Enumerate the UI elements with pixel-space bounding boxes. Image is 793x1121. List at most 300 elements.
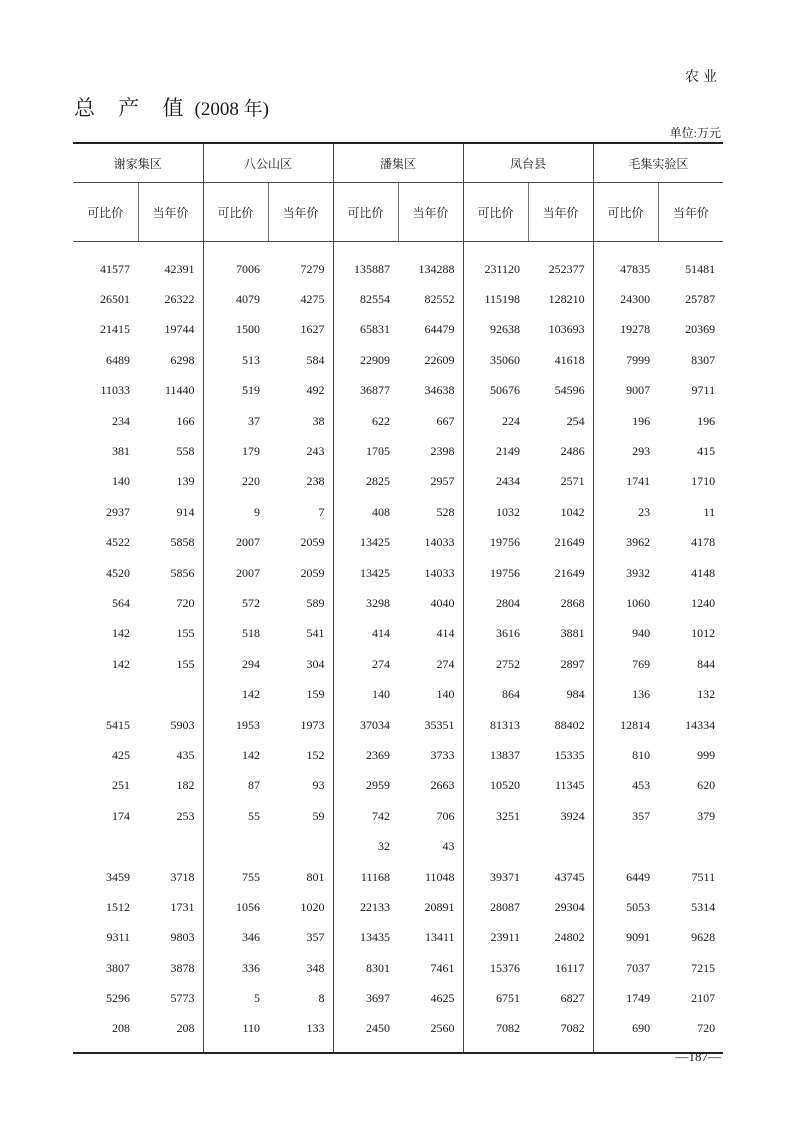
- current-price-cell: 11440: [164, 383, 195, 398]
- region-header: 八公山区: [203, 143, 333, 183]
- comparable-price-cell: 23: [593, 497, 658, 527]
- comparable-price-cell: 9007: [593, 376, 658, 406]
- current-price-cell: 304: [306, 656, 325, 671]
- comparable-price-cell: 196: [593, 406, 658, 436]
- comparable-price-cell: 115198: [463, 284, 528, 314]
- current-price-cell: 88402: [554, 717, 585, 732]
- current-price-cell: 5903: [170, 717, 195, 732]
- comparable-price-cell: 7037: [593, 953, 658, 983]
- current-price-cell: 1020: [300, 899, 325, 914]
- comparable-price-cell: 140: [112, 474, 130, 489]
- comparable-price-cell: 425: [112, 747, 130, 762]
- current-price-cell: 415: [697, 444, 716, 459]
- table-row: [73, 710, 723, 740]
- current-price-cell: 133: [306, 1021, 325, 1036]
- comparable-price-cell: 13425: [333, 528, 398, 558]
- current-price-cell: 2897: [560, 656, 585, 671]
- comparable-price-header: 可比价: [593, 183, 658, 242]
- comparable-price-cell: 142: [112, 626, 130, 641]
- table-row: [73, 983, 723, 1013]
- comparable-price-cell: 208: [112, 1021, 130, 1036]
- current-price-cell: 93: [312, 778, 325, 793]
- current-price-cell: 914: [176, 504, 195, 519]
- region-header-row: [73, 143, 723, 183]
- current-price-cell: 9711: [691, 383, 716, 398]
- current-price-cell: 274: [436, 656, 455, 671]
- comparable-price-cell: 224: [463, 406, 528, 436]
- current-price-cell: 2663: [430, 778, 455, 793]
- comparable-price-cell: [73, 831, 138, 861]
- current-price-cell: 541: [306, 626, 325, 641]
- current-price-cell: 155: [176, 626, 195, 641]
- region-header: 谢家集区: [73, 143, 203, 183]
- current-price-cell: 7: [318, 504, 325, 519]
- comparable-price-header: 可比价: [73, 183, 138, 242]
- comparable-price-cell: 142: [112, 656, 130, 671]
- table-row: [73, 923, 723, 953]
- table-row: [73, 315, 723, 345]
- comparable-price-cell: 940: [593, 619, 658, 649]
- current-price-cell: 7461: [430, 960, 455, 975]
- current-price-cell: 5856: [170, 565, 195, 580]
- comparable-price-cell: 50676: [463, 376, 528, 406]
- comparable-price-cell: 24300: [593, 284, 658, 314]
- current-price-cell: 4148: [691, 565, 716, 580]
- comparable-price-cell: 346: [203, 923, 268, 953]
- comparable-price-cell: 381: [112, 444, 130, 459]
- current-price-cell: 132: [697, 687, 716, 702]
- comparable-price-cell: 234: [112, 413, 130, 428]
- current-price-header: 当年价: [528, 183, 593, 242]
- comparable-price-cell: 274: [333, 649, 398, 679]
- current-price-cell: 5858: [170, 535, 195, 550]
- comparable-price-header: 可比价: [463, 183, 528, 242]
- current-price-cell: 35351: [424, 717, 455, 732]
- comparable-price-cell: 28087: [463, 892, 528, 922]
- title-text: 总 产 值: [74, 96, 193, 120]
- current-price-cell: 2957: [430, 474, 455, 489]
- current-price-cell: 43745: [554, 869, 585, 884]
- comparable-price-cell: 864: [463, 679, 528, 709]
- comparable-price-cell: 9091: [593, 923, 658, 953]
- comparable-price-cell: 2007: [203, 528, 268, 558]
- current-price-cell: 3878: [170, 960, 195, 975]
- current-price-cell: 348: [306, 960, 325, 975]
- comparable-price-cell: 3932: [593, 558, 658, 588]
- current-price-cell: 720: [176, 595, 195, 610]
- current-price-cell: 435: [176, 747, 195, 762]
- region-header: 凤台县: [463, 143, 593, 183]
- current-price-cell: 1042: [560, 504, 585, 519]
- comparable-price-cell: 519: [203, 376, 268, 406]
- comparable-price-cell: 9: [203, 497, 268, 527]
- current-price-cell: 7511: [691, 869, 716, 884]
- table-row: [73, 831, 723, 861]
- current-price-cell: 29304: [554, 899, 585, 914]
- comparable-price-cell: 8301: [333, 953, 398, 983]
- comparable-price-cell: 251: [112, 778, 130, 793]
- current-price-header: 当年价: [268, 183, 333, 242]
- comparable-price-cell: 19756: [463, 528, 528, 558]
- current-price-cell: 3733: [430, 747, 455, 762]
- comparable-price-cell: 690: [593, 1014, 658, 1053]
- table-row: [73, 862, 723, 892]
- current-price-cell: 134288: [418, 261, 455, 276]
- current-price-cell: 558: [176, 444, 195, 459]
- comparable-price-cell: 22909: [333, 345, 398, 375]
- current-price-cell: 152: [306, 747, 325, 762]
- current-price-cell: 34638: [424, 383, 455, 398]
- comparable-price-cell: 518: [203, 619, 268, 649]
- comparable-price-cell: 136: [593, 679, 658, 709]
- region-header: 潘集区: [333, 143, 463, 183]
- comparable-price-cell: 1512: [106, 899, 130, 914]
- current-price-cell: 252377: [548, 261, 585, 276]
- comparable-price-cell: 3298: [333, 588, 398, 618]
- comparable-price-cell: 6751: [463, 983, 528, 1013]
- current-price-cell: 20891: [424, 899, 455, 914]
- comparable-price-cell: 2825: [333, 467, 398, 497]
- current-price-cell: 3718: [170, 869, 195, 884]
- comparable-price-cell: 179: [203, 436, 268, 466]
- comparable-price-cell: 47835: [593, 242, 658, 285]
- comparable-price-cell: 36877: [333, 376, 398, 406]
- current-price-cell: 128210: [548, 292, 585, 307]
- comparable-price-cell: 1060: [593, 588, 658, 618]
- table-row: [73, 679, 723, 709]
- comparable-price-cell: 3251: [463, 801, 528, 831]
- current-price-cell: 8307: [691, 352, 716, 367]
- current-price-cell: 492: [306, 383, 325, 398]
- comparable-price-cell: 65831: [333, 315, 398, 345]
- current-price-cell: 159: [306, 687, 325, 702]
- current-price-cell: 26322: [164, 292, 195, 307]
- comparable-price-cell: 7006: [203, 242, 268, 285]
- current-price-cell: 7215: [691, 960, 716, 975]
- comparable-price-cell: 2007: [203, 558, 268, 588]
- comparable-price-cell: [73, 679, 138, 709]
- current-price-cell: [658, 831, 723, 861]
- comparable-price-cell: 2752: [463, 649, 528, 679]
- comparable-price-cell: 5415: [106, 717, 130, 732]
- current-price-cell: 720: [697, 1021, 716, 1036]
- comparable-price-cell: 15376: [463, 953, 528, 983]
- current-price-cell: 5314: [691, 899, 716, 914]
- comparable-price-cell: [593, 831, 658, 861]
- current-price-cell: 14033: [424, 565, 455, 580]
- current-price-cell: 3881: [560, 626, 585, 641]
- comparable-price-cell: 22133: [333, 892, 398, 922]
- current-price-cell: 82552: [424, 292, 455, 307]
- comparable-price-cell: 7082: [463, 1014, 528, 1053]
- current-price-cell: 103693: [548, 322, 585, 337]
- current-price-cell: 2868: [560, 595, 585, 610]
- comparable-price-cell: 5296: [106, 991, 130, 1006]
- current-price-cell: 1012: [691, 626, 716, 641]
- current-price-cell: [138, 679, 203, 709]
- comparable-price-cell: 11033: [100, 383, 130, 398]
- current-price-cell: 620: [697, 778, 716, 793]
- current-price-header: 当年价: [398, 183, 463, 242]
- comparable-price-cell: 414: [333, 619, 398, 649]
- current-price-cell: 999: [697, 747, 716, 762]
- current-price-cell: 4178: [691, 535, 716, 550]
- current-price-cell: 140: [436, 687, 455, 702]
- table-row: [73, 497, 723, 527]
- unit-label: 单位:万元: [669, 126, 721, 140]
- comparable-price-cell: 5053: [593, 892, 658, 922]
- comparable-price-cell: 755: [203, 862, 268, 892]
- current-price-cell: 2398: [430, 444, 455, 459]
- table-row: [73, 740, 723, 770]
- table-row: [73, 467, 723, 497]
- comparable-price-cell: 1705: [333, 436, 398, 466]
- comparable-price-cell: 572: [203, 588, 268, 618]
- comparable-price-cell: 55: [203, 801, 268, 831]
- comparable-price-cell: [203, 831, 268, 861]
- current-price-cell: 706: [436, 808, 455, 823]
- current-price-cell: 24802: [554, 930, 585, 945]
- comparable-price-cell: 3459: [106, 869, 130, 884]
- current-price-cell: 38: [312, 413, 325, 428]
- comparable-price-cell: 1741: [593, 467, 658, 497]
- current-price-cell: 64479: [424, 322, 455, 337]
- current-price-cell: 11345: [555, 778, 585, 793]
- table-row: [73, 801, 723, 831]
- current-price-cell: 2560: [430, 1021, 455, 1036]
- region-header: 毛集实验区: [593, 143, 723, 183]
- current-price-cell: 139: [176, 474, 195, 489]
- current-price-cell: 2059: [300, 535, 325, 550]
- page-number: —187—: [675, 1049, 721, 1064]
- comparable-price-cell: 294: [203, 649, 268, 679]
- comparable-price-cell: 39371: [463, 862, 528, 892]
- comparable-price-cell: 220: [203, 467, 268, 497]
- output-value-table: [73, 142, 723, 1054]
- current-price-cell: 59: [312, 808, 325, 823]
- comparable-price-cell: 37034: [333, 710, 398, 740]
- table-row: [73, 558, 723, 588]
- current-price-cell: 379: [697, 808, 716, 823]
- current-price-cell: 20369: [685, 322, 716, 337]
- table-row: [73, 284, 723, 314]
- current-price-cell: 155: [176, 656, 195, 671]
- comparable-price-cell: 408: [333, 497, 398, 527]
- comparable-price-cell: 4079: [203, 284, 268, 314]
- comparable-price-cell: 1749: [593, 983, 658, 1013]
- comparable-price-cell: 1032: [463, 497, 528, 527]
- current-price-cell: 5773: [170, 991, 195, 1006]
- current-price-cell: 3924: [560, 808, 585, 823]
- comparable-price-cell: 1500: [203, 315, 268, 345]
- comparable-price-cell: 2369: [333, 740, 398, 770]
- current-price-cell: 11: [703, 504, 716, 519]
- current-price-cell: 41618: [554, 352, 585, 367]
- current-price-cell: 2571: [560, 474, 585, 489]
- comparable-price-cell: 742: [333, 801, 398, 831]
- comparable-price-cell: 2450: [333, 1014, 398, 1053]
- current-price-cell: 1710: [691, 474, 716, 489]
- comparable-price-cell: 135887: [333, 242, 398, 285]
- comparable-price-cell: 19756: [463, 558, 528, 588]
- current-price-cell: 2059: [300, 565, 325, 580]
- comparable-price-cell: 6489: [106, 352, 130, 367]
- comparable-price-cell: 110: [203, 1014, 268, 1053]
- table-row: [73, 953, 723, 983]
- price-header-row: [73, 183, 723, 242]
- comparable-price-cell: 7999: [593, 345, 658, 375]
- current-price-cell: 14033: [424, 535, 455, 550]
- current-price-cell: [138, 831, 203, 861]
- comparable-price-cell: 13435: [333, 923, 398, 953]
- current-price-cell: 528: [436, 504, 455, 519]
- current-price-cell: 21649: [554, 535, 585, 550]
- comparable-price-cell: 2149: [463, 436, 528, 466]
- comparable-price-cell: 513: [203, 345, 268, 375]
- current-price-cell: 414: [436, 626, 455, 641]
- comparable-price-cell: 142: [203, 679, 268, 709]
- current-price-cell: 254: [566, 413, 585, 428]
- comparable-price-cell: 81313: [463, 710, 528, 740]
- comparable-price-cell: 2804: [463, 588, 528, 618]
- current-price-cell: 984: [566, 687, 585, 702]
- current-price-cell: 196: [697, 413, 716, 428]
- table-row: [73, 528, 723, 558]
- comparable-price-cell: 453: [593, 771, 658, 801]
- current-price-cell: 208: [176, 1021, 195, 1036]
- current-price-cell: [268, 831, 333, 861]
- current-price-cell: 2486: [560, 444, 585, 459]
- current-price-cell: 42391: [164, 261, 195, 276]
- table-row: [73, 345, 723, 375]
- comparable-price-cell: 3697: [333, 983, 398, 1013]
- comparable-price-cell: 564: [112, 595, 130, 610]
- current-price-cell: 1240: [691, 595, 716, 610]
- comparable-price-cell: 41577: [100, 261, 130, 276]
- current-price-cell: 14334: [685, 717, 716, 732]
- page-title: [74, 92, 269, 122]
- section-label: 农业: [685, 70, 721, 85]
- current-price-cell: 6298: [170, 352, 195, 367]
- table-row: [73, 892, 723, 922]
- comparable-price-cell: 9311: [106, 930, 130, 945]
- comparable-price-cell: 13837: [463, 740, 528, 770]
- current-price-cell: 13411: [424, 930, 455, 945]
- comparable-price-header: 可比价: [203, 183, 268, 242]
- current-price-header: 当年价: [658, 183, 723, 242]
- current-price-cell: 166: [176, 413, 195, 428]
- table-row: [73, 376, 723, 406]
- comparable-price-cell: 810: [593, 740, 658, 770]
- current-price-cell: 253: [176, 808, 195, 823]
- comparable-price-cell: 92638: [463, 315, 528, 345]
- comparable-price-cell: 293: [593, 436, 658, 466]
- current-price-cell: 15335: [554, 747, 585, 762]
- data-table-container: [73, 142, 723, 1054]
- comparable-price-cell: 23911: [463, 923, 528, 953]
- current-price-cell: 43: [442, 839, 455, 854]
- comparable-price-cell: 1953: [203, 710, 268, 740]
- current-price-cell: 16117: [555, 960, 585, 975]
- current-price-cell: 9803: [170, 930, 195, 945]
- current-price-cell: 9628: [691, 930, 716, 945]
- current-price-cell: 357: [306, 930, 325, 945]
- current-price-cell: 844: [697, 656, 716, 671]
- comparable-price-cell: 142: [203, 740, 268, 770]
- comparable-price-cell: 1056: [203, 892, 268, 922]
- table-row: [73, 619, 723, 649]
- current-price-cell: 7082: [560, 1021, 585, 1036]
- comparable-price-cell: 5: [203, 983, 268, 1013]
- table-body: [73, 242, 723, 1054]
- comparable-price-cell: 35060: [463, 345, 528, 375]
- comparable-price-header: 可比价: [333, 183, 398, 242]
- current-price-cell: 182: [176, 778, 195, 793]
- comparable-price-cell: 4520: [106, 565, 130, 580]
- comparable-price-cell: 769: [593, 649, 658, 679]
- comparable-price-cell: 3807: [106, 960, 130, 975]
- current-price-cell: 584: [306, 352, 325, 367]
- current-price-cell: 4275: [300, 292, 325, 307]
- table-row: [73, 588, 723, 618]
- comparable-price-cell: 140: [333, 679, 398, 709]
- comparable-price-cell: 13425: [333, 558, 398, 588]
- current-price-cell: 2107: [691, 991, 716, 1006]
- current-price-cell: 21649: [554, 565, 585, 580]
- current-price-cell: [528, 831, 593, 861]
- current-price-cell: 25787: [685, 292, 716, 307]
- current-price-cell: 22609: [424, 352, 455, 367]
- comparable-price-cell: 12814: [593, 710, 658, 740]
- table-row: [73, 242, 723, 285]
- table-row: [73, 436, 723, 466]
- current-price-cell: 589: [306, 595, 325, 610]
- current-price-cell: 1973: [300, 717, 325, 732]
- comparable-price-cell: 357: [593, 801, 658, 831]
- current-price-cell: 1731: [170, 899, 195, 914]
- current-price-cell: 7279: [300, 261, 325, 276]
- comparable-price-cell: 21415: [100, 322, 130, 337]
- comparable-price-cell: 10520: [463, 771, 528, 801]
- title-year: (2008 年): [194, 99, 269, 120]
- current-price-cell: 243: [306, 444, 325, 459]
- comparable-price-cell: 19278: [593, 315, 658, 345]
- comparable-price-cell: 82554: [333, 284, 398, 314]
- comparable-price-cell: 622: [333, 406, 398, 436]
- comparable-price-cell: 174: [112, 808, 130, 823]
- table-row: [73, 1014, 723, 1053]
- table-row: [73, 771, 723, 801]
- current-price-cell: 19744: [164, 322, 195, 337]
- comparable-price-cell: 3616: [463, 619, 528, 649]
- current-price-cell: 238: [306, 474, 325, 489]
- current-price-cell: 8: [318, 991, 325, 1006]
- current-price-cell: 1627: [300, 322, 325, 337]
- current-price-header: 当年价: [138, 183, 203, 242]
- current-price-cell: 54596: [554, 383, 585, 398]
- current-price-cell: 11048: [424, 869, 455, 884]
- current-price-cell: 4625: [430, 991, 455, 1006]
- current-price-cell: 667: [436, 413, 455, 428]
- comparable-price-cell: 11168: [333, 862, 398, 892]
- comparable-price-cell: 26501: [100, 292, 130, 307]
- current-price-cell: 801: [306, 869, 325, 884]
- comparable-price-cell: 3962: [593, 528, 658, 558]
- comparable-price-cell: 32: [333, 831, 398, 861]
- comparable-price-cell: [463, 831, 528, 861]
- comparable-price-cell: 4522: [106, 535, 130, 550]
- comparable-price-cell: 37: [203, 406, 268, 436]
